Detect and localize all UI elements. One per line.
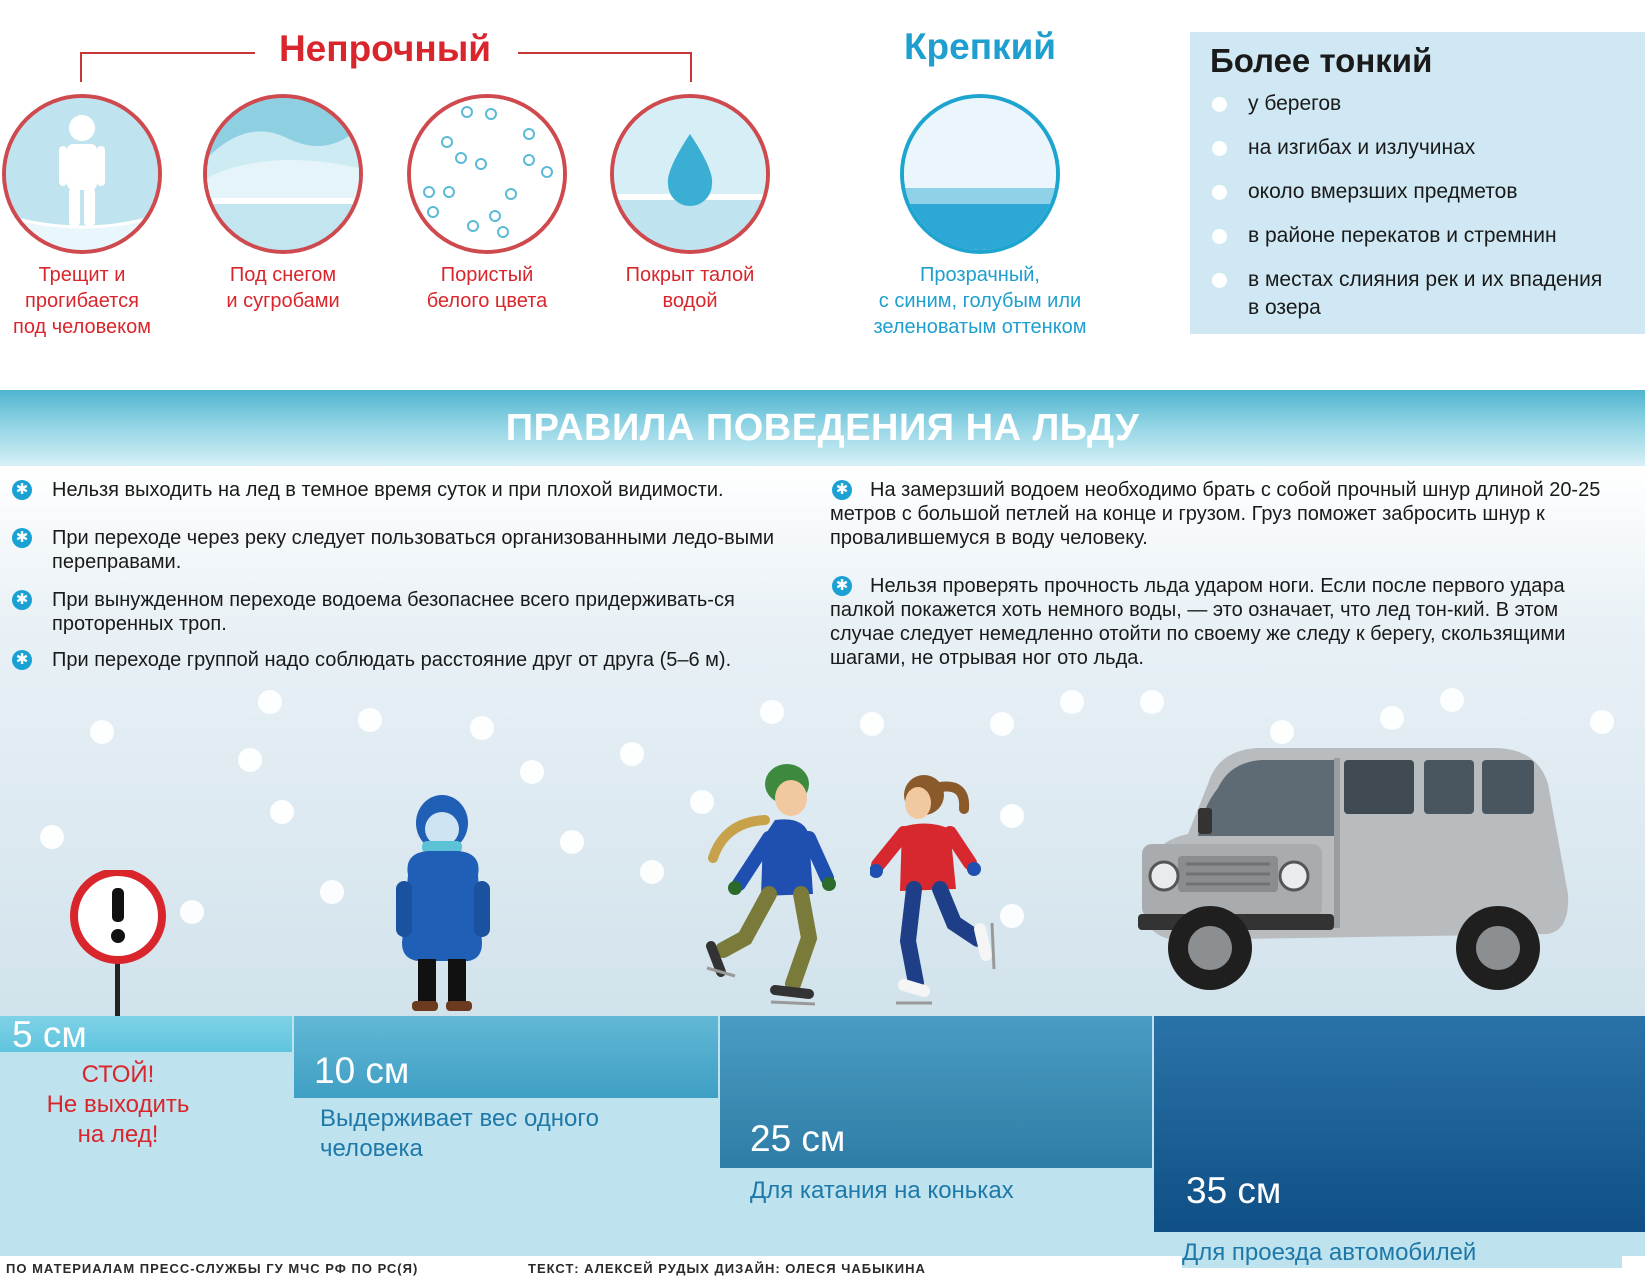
list-item: у берегов [1210,90,1625,118]
snowflake-dot [238,748,262,772]
snowflake-dot [320,880,344,904]
snowflake-dot [860,712,884,736]
credits-authors: ТЕКСТ: АЛЕКСЕЙ РУДЫХ ДИЗАЙН: ОЛЕСЯ ЧАБЫКИНА [528,1261,926,1276]
thinner-ice-list [1210,90,1625,322]
list-item: около вмерзших предметов [1210,178,1625,206]
thickness-25cm-label: 25 см [750,1118,846,1159]
snowflake-bullet-icon: ✱ [12,650,32,670]
snowflake-dot [1440,688,1464,712]
credits-source: ПО МАТЕРИАЛАМ ПРЕСС-СЛУЖБЫ ГУ МЧС РФ ПО РС(Я) [6,1261,419,1276]
list-item: в районе перекатов и стремнин [1210,222,1625,250]
weak-caption-3: Пористый белого цвета [426,264,548,312]
weak-bracket-left [80,52,255,54]
snowflake-bullet-icon: ✱ [12,528,32,548]
snowflake-dot [1000,804,1024,828]
snowflake-dot [1060,690,1084,714]
snowflake-bullet-icon: ✱ [12,480,32,500]
snowflake-dot [990,712,1014,736]
thickness-10cm-label: 10 см [314,1050,410,1091]
snowflake-dot [640,860,664,884]
thickness-25cm-desc: Для катания на коньках [750,1177,1014,1204]
weak-bracket-left-leg [80,52,82,82]
snowflake-dot [258,690,282,714]
snowflake-dot [90,720,114,744]
snowflake-dot [1380,706,1404,730]
snowflake-bullet-icon: ✱ [12,590,32,610]
strong-ice-title: Крепкий [903,26,1057,67]
list-item: на изгибах и излучинах [1210,134,1625,162]
strong-ice-caption: Прозрачный, с синим, голубым или зеленоватым оттенком [873,264,1087,338]
snowflake-dot [358,708,382,732]
snowflake-dot [620,742,644,766]
weak-bracket-right [518,52,690,54]
snowflake-dot [1000,904,1024,928]
snowflake-bullet-icon: ✱ [832,576,852,596]
snowflake-dot [1590,710,1614,734]
meltwater-drop-icon [610,94,770,254]
clear-ice-icon [900,94,1060,254]
thickness-35cm-desc: Для проезда автомобилей [1182,1238,1622,1268]
rules-banner: ПРАВИЛА ПОВЕДЕНИЯ НА ЛЬДУ [0,390,1645,466]
skating-boy [705,762,855,1012]
list-item: в местах слияния рек и их впадения в озера [1210,266,1608,322]
weak-bracket-right-leg [690,52,692,82]
person-on-ice-icon [2,94,162,254]
skating-girl [870,773,1000,1013]
thinner-ice-panel [1190,32,1645,334]
thickness-35cm-label: 35 см [1186,1170,1282,1211]
thinner-ice-title: Более тонкий [1210,42,1433,79]
snowflake-dot [1270,720,1294,744]
weak-caption-4: Покрыт талой водой [625,264,755,312]
snowflake-dot [560,830,584,854]
snowflake-dot [470,716,494,740]
snowflake-dot [40,825,64,849]
snowflake-dot [760,700,784,724]
uaz-van [1138,744,1578,1014]
weak-caption-2: Под снегом и сугробами [226,264,340,312]
snowdrift-icon [203,94,363,254]
thickness-5cm-desc: СТОЙ! Не выходить на лед! [46,1061,190,1148]
snowflake-bullet-icon: ✱ [832,480,852,500]
porous-ice-icon [407,94,567,254]
warning-sign-icon [68,870,168,1020]
snowflake-dot [180,900,204,924]
thickness-5cm-label: 5 см [12,1014,87,1055]
child-in-winter-coat [388,793,498,1015]
snowflake-dot [1140,690,1164,714]
weak-ice-title: Непрочный [278,28,492,69]
thickness-10cm-desc: Выдерживает вес одного человека [320,1105,599,1162]
snowflake-dot [270,800,294,824]
snowflake-dot [520,760,544,784]
weak-caption-1: Трещит и прогибается под человеком [12,264,151,338]
